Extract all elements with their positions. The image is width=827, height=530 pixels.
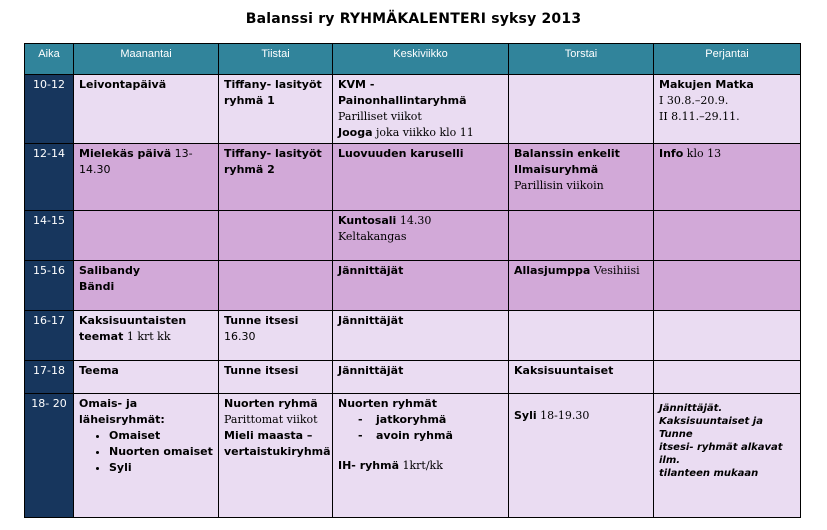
event-title: Kuntosali xyxy=(338,214,397,227)
event-detail: I 30.8.–20.9. xyxy=(659,94,729,107)
event-title: Allasjumppa xyxy=(514,264,591,277)
cell-thu-12-14 xyxy=(509,144,654,211)
header-tuesday: Tiistai xyxy=(219,44,333,75)
list-item: - jatkoryhmä xyxy=(358,412,503,428)
event-title: Tunne itsesi xyxy=(224,314,299,327)
header-aika: Aika xyxy=(25,44,74,75)
cell-mon-12-14 xyxy=(74,144,219,211)
time-cell: 14-15 xyxy=(25,211,74,261)
event-title: Kaksisuuntaisten xyxy=(79,314,187,327)
event-title: Leivontapäivä xyxy=(79,78,167,91)
row-16-17 xyxy=(25,311,801,361)
cell-mon-10-12 xyxy=(74,75,219,144)
row-10-12 xyxy=(25,75,801,144)
cell-fri-12-14 xyxy=(654,144,801,211)
cell-wed-14-15 xyxy=(333,211,509,261)
row-17-18 xyxy=(25,361,801,394)
cell-fri-14-15 xyxy=(654,211,801,261)
cell-mon-18-20 xyxy=(74,394,219,518)
event-title: ryhmä 2 xyxy=(224,163,275,176)
event-title: Tunne itsesi xyxy=(224,364,299,377)
event-title: Tiffany- lasityöt xyxy=(224,78,322,91)
time-cell: 17-18 xyxy=(25,361,74,394)
event-detail: 1krt/kk xyxy=(399,459,443,472)
time-cell: 15-16 xyxy=(25,261,74,311)
row-15-16 xyxy=(25,261,801,311)
event-detail: 14.30 xyxy=(79,163,111,176)
cell-tue-12-14 xyxy=(219,144,333,211)
event-title: teemat xyxy=(79,330,124,343)
event-title: ryhmä 1 xyxy=(224,94,275,107)
event-detail: 1 krt kk xyxy=(123,330,171,343)
friday-note xyxy=(659,396,795,480)
event-title: vertaistukiryhmä xyxy=(224,445,331,458)
event-detail: II 8.11.–29.11. xyxy=(659,110,740,123)
event-title: Mieli maasta – xyxy=(224,429,313,442)
list-item: • Omaiset xyxy=(109,428,213,444)
event-detail: 16.30 xyxy=(224,330,256,343)
event-title: Teema xyxy=(79,364,119,377)
cell-tue-14-15 xyxy=(219,211,333,261)
event-detail: 13- xyxy=(171,147,193,160)
cell-mon-17-18 xyxy=(74,361,219,394)
note-line: Jännittäjät. xyxy=(659,403,723,414)
event-detail: klo 13 xyxy=(683,147,722,160)
cell-thu-18-20 xyxy=(509,394,654,518)
cell-wed-17-18 xyxy=(333,361,509,394)
time-cell: 12-14 xyxy=(25,144,74,211)
row-18-20 xyxy=(25,394,801,518)
event-title: Mielekäs päivä xyxy=(79,147,172,160)
event-title: Nuorten ryhmä xyxy=(224,397,318,410)
cell-fri-10-12 xyxy=(654,75,801,144)
list-item: • Syli xyxy=(109,460,213,476)
event-title: Tiffany- lasityöt xyxy=(224,147,322,160)
cell-thu-16-17 xyxy=(509,311,654,361)
cell-wed-10-12 xyxy=(333,75,509,144)
event-title: Info xyxy=(659,147,684,160)
schedule-table xyxy=(24,43,801,518)
cell-fri-15-16 xyxy=(654,261,801,311)
cell-wed-18-20 xyxy=(333,394,509,518)
cell-tue-18-20 xyxy=(219,394,333,518)
event-detail: Vesihiisi xyxy=(590,264,640,277)
event-title: Nuorten ryhmät xyxy=(338,397,437,410)
cell-fri-17-18 xyxy=(654,361,801,394)
cell-tue-17-18 xyxy=(219,361,333,394)
event-detail: 18-19.30 xyxy=(536,409,590,422)
event-title: Luovuuden karuselli xyxy=(338,147,464,160)
cell-fri-18-20 xyxy=(654,394,801,518)
event-title: Makujen Matka xyxy=(659,78,754,91)
event-title: Ilmaisuryhmä xyxy=(514,163,599,176)
relatives-group-list xyxy=(79,428,213,476)
cell-wed-15-16 xyxy=(333,261,509,311)
event-title: Kaksisuuntaiset xyxy=(514,364,614,377)
event-title: Bändi xyxy=(79,280,115,293)
page-title: Balanssi ry RYHMÄKALENTERI syksy 2013 xyxy=(245,11,582,27)
time-cell: 18- 20 xyxy=(25,394,74,518)
cell-mon-14-15 xyxy=(74,211,219,261)
header-wednesday: Keskiviikko xyxy=(333,44,509,75)
cell-mon-15-16 xyxy=(74,261,219,311)
event-title: Salibandy xyxy=(79,264,141,277)
cell-thu-17-18 xyxy=(509,361,654,394)
event-title: Syli xyxy=(514,409,537,422)
row-14-15 xyxy=(25,211,801,261)
event-title: Omais- ja xyxy=(79,397,138,410)
event-detail: 14.30 xyxy=(396,214,432,227)
cell-tue-10-12 xyxy=(219,75,333,144)
event-title: KVM - Painonhallintaryhmä xyxy=(338,78,467,107)
event-detail: Parilliset viikot xyxy=(338,110,422,123)
time-cell: 10-12 xyxy=(25,75,74,144)
cell-thu-14-15 xyxy=(509,211,654,261)
cell-tue-15-16 xyxy=(219,261,333,311)
event-title: IH- ryhmä xyxy=(338,459,400,472)
event-detail: joka viikko klo 11 xyxy=(372,126,474,139)
note-line: itsesi- ryhmät alkavat ilm. xyxy=(659,442,783,466)
event-detail: Parillisin viikoin xyxy=(514,179,604,192)
list-item: - avoin ryhmä xyxy=(358,428,503,444)
header-monday: Maanantai xyxy=(74,44,219,75)
note-line: tilanteen mukaan xyxy=(659,468,759,479)
time-cell: 16-17 xyxy=(25,311,74,361)
event-title: Jooga xyxy=(338,126,373,139)
cell-thu-15-16 xyxy=(509,261,654,311)
note-line: Kaksisuuntaiset ja Tunne xyxy=(659,416,763,440)
cell-wed-16-17 xyxy=(333,311,509,361)
cell-tue-16-17 xyxy=(219,311,333,361)
event-title: Jännittäjät xyxy=(338,314,404,327)
row-12-14 xyxy=(25,144,801,211)
header-thursday: Torstai xyxy=(509,44,654,75)
event-detail: Parittomat viikot xyxy=(224,413,318,426)
header-row xyxy=(25,44,801,75)
event-title: Jännittäjät xyxy=(338,264,404,277)
event-title: Balanssin enkelit xyxy=(514,147,620,160)
cell-mon-16-17 xyxy=(74,311,219,361)
header-friday: Perjantai xyxy=(654,44,801,75)
cell-wed-12-14 xyxy=(333,144,509,211)
list-item: • Nuorten omaiset xyxy=(109,444,213,460)
cell-fri-16-17 xyxy=(654,311,801,361)
event-title: läheisryhmät: xyxy=(79,413,165,426)
cell-thu-10-12 xyxy=(509,75,654,144)
youth-group-list xyxy=(338,412,503,444)
event-title: Jännittäjät xyxy=(338,364,404,377)
event-detail: Keltakangas xyxy=(338,230,407,243)
